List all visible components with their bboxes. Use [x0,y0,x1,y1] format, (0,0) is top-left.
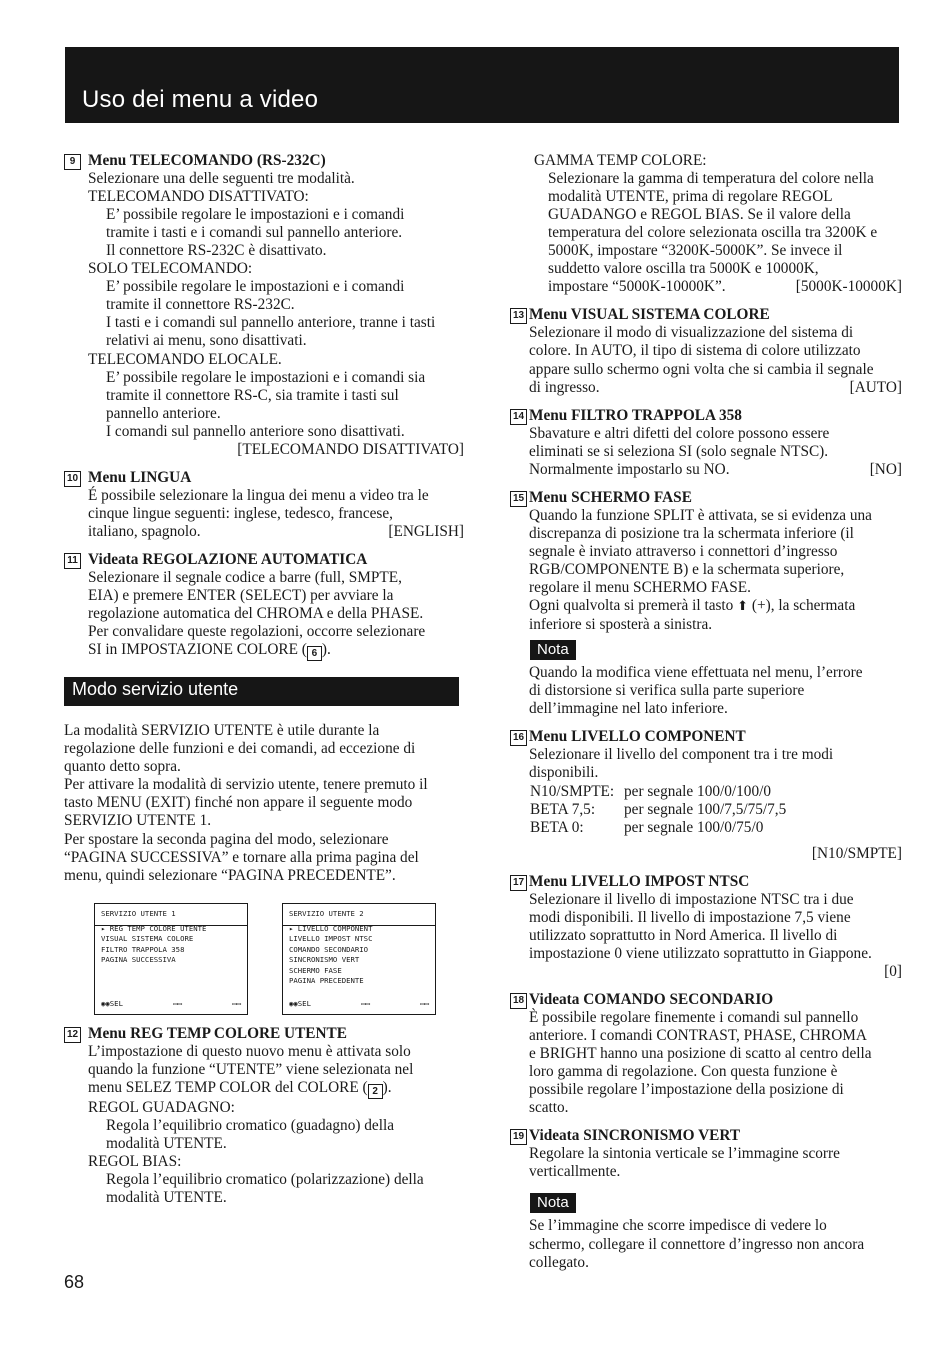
text-line: menu, quindi selezionare “PAGINA PRECEDENTE”. [64,866,396,884]
text-line: Per convalidare queste regolazioni, occorre selezionare [88,623,426,641]
text-line: Quando la funzione SPLIT è attivata, se si evidenza una [529,506,872,524]
text-line: eliminati se si seleziona SI (solo segnale NTSC). [529,442,829,460]
text-line: tasto MENU (EXIT) finché non appare il seguente modo [64,794,413,812]
menu-screen-item: PAGINA SUCCESSIVA [101,955,176,965]
note-2 [510,1187,902,1271]
mode-description [64,722,464,884]
section-title: Menu LIVELLO IMPOST NTSC [529,872,750,890]
menu-screen-2 [282,903,436,1015]
text-line: modi disponibili. Il livello di impostazione 7,5 viene [529,908,851,926]
text-line: É possibile selezionare la lingua dei menu a video tra le [88,486,429,504]
menu-screen-item: ▸ LIVELLO COMPONENT [289,924,373,934]
level-row [510,783,902,801]
section-10 [64,469,464,541]
text-line: Selezionare la gamma di temperatura del colore nella [548,170,874,188]
text-line: di distorsione si verifica sulla parte superiore [529,682,805,700]
text-line: pannello anteriore. [106,404,221,422]
level-value: per segnale 100/7,5/75/7,5 [624,800,787,818]
level-label: BETA 7,5: [530,800,596,818]
level-value: per segnale 100/0/100/0 [624,782,771,800]
section-19 [510,1127,902,1181]
menu-screen-item: VISUAL SISTEMA COLORE [101,934,194,944]
text-line-with-default [510,278,902,296]
note-label: Nota [530,640,576,660]
text-line: disponibili. [529,764,599,782]
section-title: Videata SINCRONISMO VERT [529,1127,741,1145]
section-number-box: 12 [64,1027,81,1043]
option-title: SOLO TELECOMANDO: [88,260,253,278]
text-line: Se l’immagine che scorre impedisce di vedere lo [529,1217,827,1235]
option-title: REGOL GUADAGNO: [88,1098,235,1116]
section-heading [510,991,902,1009]
text-line-with-default [64,523,464,541]
text-line: discrepanza di posizione tra la schermata inferiore (il [529,524,854,542]
section-heading [64,152,464,170]
section-heading [510,728,902,746]
text-line: Selezionare il livello del component tra i tre modi [529,746,834,764]
text-line: E’ possibile regolare le impostazioni e i comandi [106,206,405,224]
section-heading [510,873,902,891]
section-number-box: 15 [510,491,527,507]
text-line: Normalmente impostarlo su NO. [529,460,730,478]
text-line: Per attivare la modalità di servizio utente, tenere premuto il [64,776,428,794]
text-line: La modalità SERVIZIO UTENTE è utile durante la [64,722,380,740]
section-13 [510,306,902,396]
menu-screen-list [289,924,429,986]
text-fragment: ). [321,641,331,659]
text-line: Selezionare il livello di impostazione NTSC tra i due [529,890,854,908]
text-line: Regola l’equilibrio cromatico (guadagno) della [106,1116,394,1134]
text-line: verticallmente. [529,1163,621,1181]
enter-key-icon: ▭▭ [361,999,370,1009]
section-number-box: 10 [64,471,81,487]
text-line: SERVIZIO UTENTE 1. [64,812,212,830]
text-line: modalità UTENTE. [106,1189,227,1207]
section-number-box: 17 [510,875,527,891]
section-11 [64,551,464,661]
section-number-box: 11 [64,553,81,569]
text-line: relativi ai menu, sono disattivati. [106,332,307,350]
section-title: Videata REGOLAZIONE AUTOMATICA [88,550,368,568]
left-column [64,152,464,1207]
text-line: schermo, collegare il connettore d’ingresso non ancora [529,1235,865,1253]
menu-screen-item: ▸ REG TEMP COLORE UTENTE [101,924,207,934]
section-heading [64,551,464,569]
text-line: quanto detto sopra. [64,758,181,776]
gamma-temp-colore [510,152,902,296]
page-header-banner [65,47,899,123]
level-row [510,801,902,819]
section-number-box: 18 [510,993,527,1009]
text-line: 5000K, impostare “3200K-5000K”. Se invece il [548,242,843,260]
text-line: RGB/COMPONENTE B) e la schermata superiore, [529,560,845,578]
text-line: collegato. [529,1253,589,1271]
text-line: appare sullo schermo ogni volta che si cambia il segnale [529,360,874,378]
text-line: Sbavature e altri difetti del colore possono essere [529,424,830,442]
text-line: È possibile regolare finemente i comandi sul pannello [529,1009,859,1027]
section-17 [510,873,902,981]
menu-screen-footer [289,999,429,1009]
default-value: [0] [884,962,902,980]
text-line: inferiore si sposterà a sinistra. [529,616,713,634]
section-title: Menu LINGUA [88,468,192,486]
text-line: suddetto valore oscilla tra 5000K e 10000K, [548,260,819,278]
menu-screen-1 [94,903,248,1015]
text-line: E’ possibile regolare le impostazioni e i comandi [106,278,405,296]
text-fragment: ). [382,1078,392,1096]
text-line: tramite il connettore RS-232C. [106,296,295,314]
text-line: modalità UTENTE, prima di regolare REGOL [548,188,833,206]
level-label: BETA 0: [530,818,584,836]
right-column [510,152,902,1272]
text-line: Quando la modifica viene effettuata nel menu, l’errore [529,664,863,682]
text-line: segnale è inviato attraverso i connettori d’ingresso [529,542,838,560]
menu-screen-item: FILTRO TRAPPOLA 358 [101,944,185,954]
menu-screen-illustrations [94,903,464,1015]
text-line: possibile regolare l’impostazione della posizione di [529,1081,844,1099]
menu-screen-footer [101,999,241,1009]
text-line: Per spostare la seconda pagina del modo, selezionare [64,830,389,848]
up-arrow-icon: ⬆ [737,599,749,615]
text-fragment: (+), la schermata [748,597,856,615]
text-line: Regola l’equilibrio cromatico (polarizzazione) della [106,1170,424,1188]
section-14 [510,407,902,479]
select-hint: ◉◉SEL [101,999,123,1009]
text-line-with-default [510,461,902,479]
text-line: Regolare la sintonia verticale se l’immagine scorre [529,1145,840,1163]
text-line: regolazione automatica del CHROMA e della PHASE. [88,605,424,623]
menu-screen-item: PAGINA PRECEDENTE [289,976,364,986]
page-number: 68 [64,1272,85,1292]
section-number-box: 19 [510,1129,527,1145]
note-1 [510,634,902,718]
section-heading [510,407,902,425]
text-fragment: SI in IMPOSTAZIONE COLORE ( [88,641,307,659]
mode-section-banner [64,677,459,706]
level-value: per segnale 100/0/75/0 [624,818,764,836]
section-title: Menu TELECOMANDO (RS-232C) [88,152,326,169]
text-line: Selezionare una delle seguenti tre modalità. [88,170,355,188]
section-heading [64,1025,464,1043]
text-line: L’impostazione di questo nuovo menu è attivata solo [88,1042,411,1060]
level-row [510,819,902,837]
option-title: GAMMA TEMP COLORE: [534,152,707,169]
text-line: anteriore. I comandi CONTRAST, PHASE, CHROMA [529,1027,867,1045]
section-number-box: 14 [510,409,527,425]
text-line: I tasti e i comandi sul pannello anteriore, tranne i tasti [106,314,436,332]
section-heading [64,469,464,487]
section-heading [510,306,902,324]
option-title: REGOL BIAS: [88,1152,182,1170]
default-value: [TELECOMANDO DISATTIVATO] [237,440,464,458]
text-line: dell’immagine nel lato inferiore. [529,700,728,718]
text-line: Selezionare il segnale codice a barre (full, SMPTE, [88,569,402,587]
inline-number-box: 2 [368,1084,383,1099]
text-line: loro gamma di regolazione. Con questa funzione è [529,1063,838,1081]
text-line: Il connettore RS-232C è disattivato. [106,242,327,260]
text-line: italiano, spagnolo. [88,522,201,540]
exit-key-icon: ▭▭ [420,999,429,1009]
section-heading [510,1127,902,1145]
select-hint: ◉◉SEL [289,999,311,1009]
section-title: Videata COMANDO SECONDARIO [529,990,774,1008]
mode-section-title: Modo servizio utente [72,679,239,700]
default-value: [ENGLISH] [388,522,464,540]
text-line: scatto. [529,1099,569,1117]
section-12 [64,1025,464,1207]
text-line-with-default [510,379,902,397]
page-title: Uso dei menu a video [82,86,319,113]
text-line: temperatura del colore selezionata oscilla tra 3200K e [548,224,878,242]
section-15 [510,489,902,634]
text-line: tramite i tasti e i comandi sul pannello anteriore. [106,224,403,242]
text-line [510,597,902,616]
default-value: [5000K-10000K] [795,278,902,296]
text-line: tramite il connettore RS-C, sia tramite i tasti sul [106,386,399,404]
text-line: e BRIGHT hanno una posizione di scatto al centro della [529,1045,872,1063]
text-line: GUADANGO e REGOL BIAS. Se il valore della [548,206,851,224]
text-line: I comandi sul pannello anteriore sono disattivati. [106,422,405,440]
section-title: Menu REG TEMP COLORE UTENTE [88,1024,347,1042]
section-heading [510,489,902,507]
text-line: “PAGINA SUCCESSIVA” e tornare alla prima pagina del [64,848,419,866]
text-line: regolare il menu SCHERMO FASE. [529,579,751,597]
text-fragment: Ogni qualvolta si premerà il tasto [529,597,738,615]
text-line [64,641,464,661]
section-number-box: 16 [510,730,527,746]
text-line: impostare “5000K-10000K”. [548,278,726,296]
note-label: Nota [530,1193,576,1213]
text-line: cinque lingue seguenti: inglese, tedesco, francese, [88,504,393,522]
default-value: [AUTO] [849,378,902,396]
text-line: impostazione 0 viene utilizzato soprattutto in Giappone. [529,944,872,962]
menu-screen-item: COMANDO SECONDARIO [289,944,369,954]
enter-key-icon: ▭▭ [173,999,182,1009]
menu-screen-item: LIVELLO IMPOST NTSC [289,934,373,944]
inline-number-box: 6 [307,646,322,661]
section-title: Menu SCHERMO FASE [529,488,692,506]
text-line: di ingresso. [529,378,600,396]
menu-screen-title: SERVIZIO UTENTE 1 [101,908,176,918]
section-title: Menu FILTRO TRAPPOLA 358 [529,406,742,424]
menu-screen-title: SERVIZIO UTENTE 2 [289,908,364,918]
section-title: Menu VISUAL SISTEMA COLORE [529,306,770,324]
text-line: E’ possibile regolare le impostazioni e i comandi sia [106,368,426,386]
text-line: regolazione delle funzioni e dei comandi, ad eccezione di [64,740,416,758]
option-title: TELECOMANDO ELOCALE. [88,350,282,368]
section-title: Menu LIVELLO COMPONENT [529,728,746,746]
text-line: utilizzato soprattutto in Nord America. Il livello di [529,926,838,944]
default-value: [NO] [869,460,902,478]
option-title: TELECOMANDO DISATTIVATO: [88,188,309,206]
menu-screen-item: SINCRONISMO VERT [289,955,360,965]
text-line: modalità UTENTE. [106,1134,227,1152]
text-line: Selezionare il modo di visualizzazione del sistema di [529,324,854,342]
level-label: N10/SMPTE: [530,782,615,800]
section-18 [510,991,902,1117]
section-number-box: 13 [510,308,527,324]
exit-key-icon: ▭▭ [232,999,241,1009]
default-value: [N10/SMPTE] [811,844,902,862]
text-line: quando la funzione “UTENTE” viene selezionata nel [88,1060,414,1078]
text-line [64,1079,464,1099]
section-16 [510,728,902,862]
menu-screen-item: SCHERMO FASE [289,965,342,975]
text-line: EIA) e premere ENTER (SELECT) per avviare la [88,587,394,605]
section-number-box: 9 [64,154,81,170]
text-fragment: menu SELEZ TEMP COLOR del COLORE ( [88,1078,368,1096]
section-9 [64,152,464,459]
menu-screen-list [101,924,241,966]
text-line: colore. In AUTO, il tipo di sistema di colore utilizzato [529,342,861,360]
